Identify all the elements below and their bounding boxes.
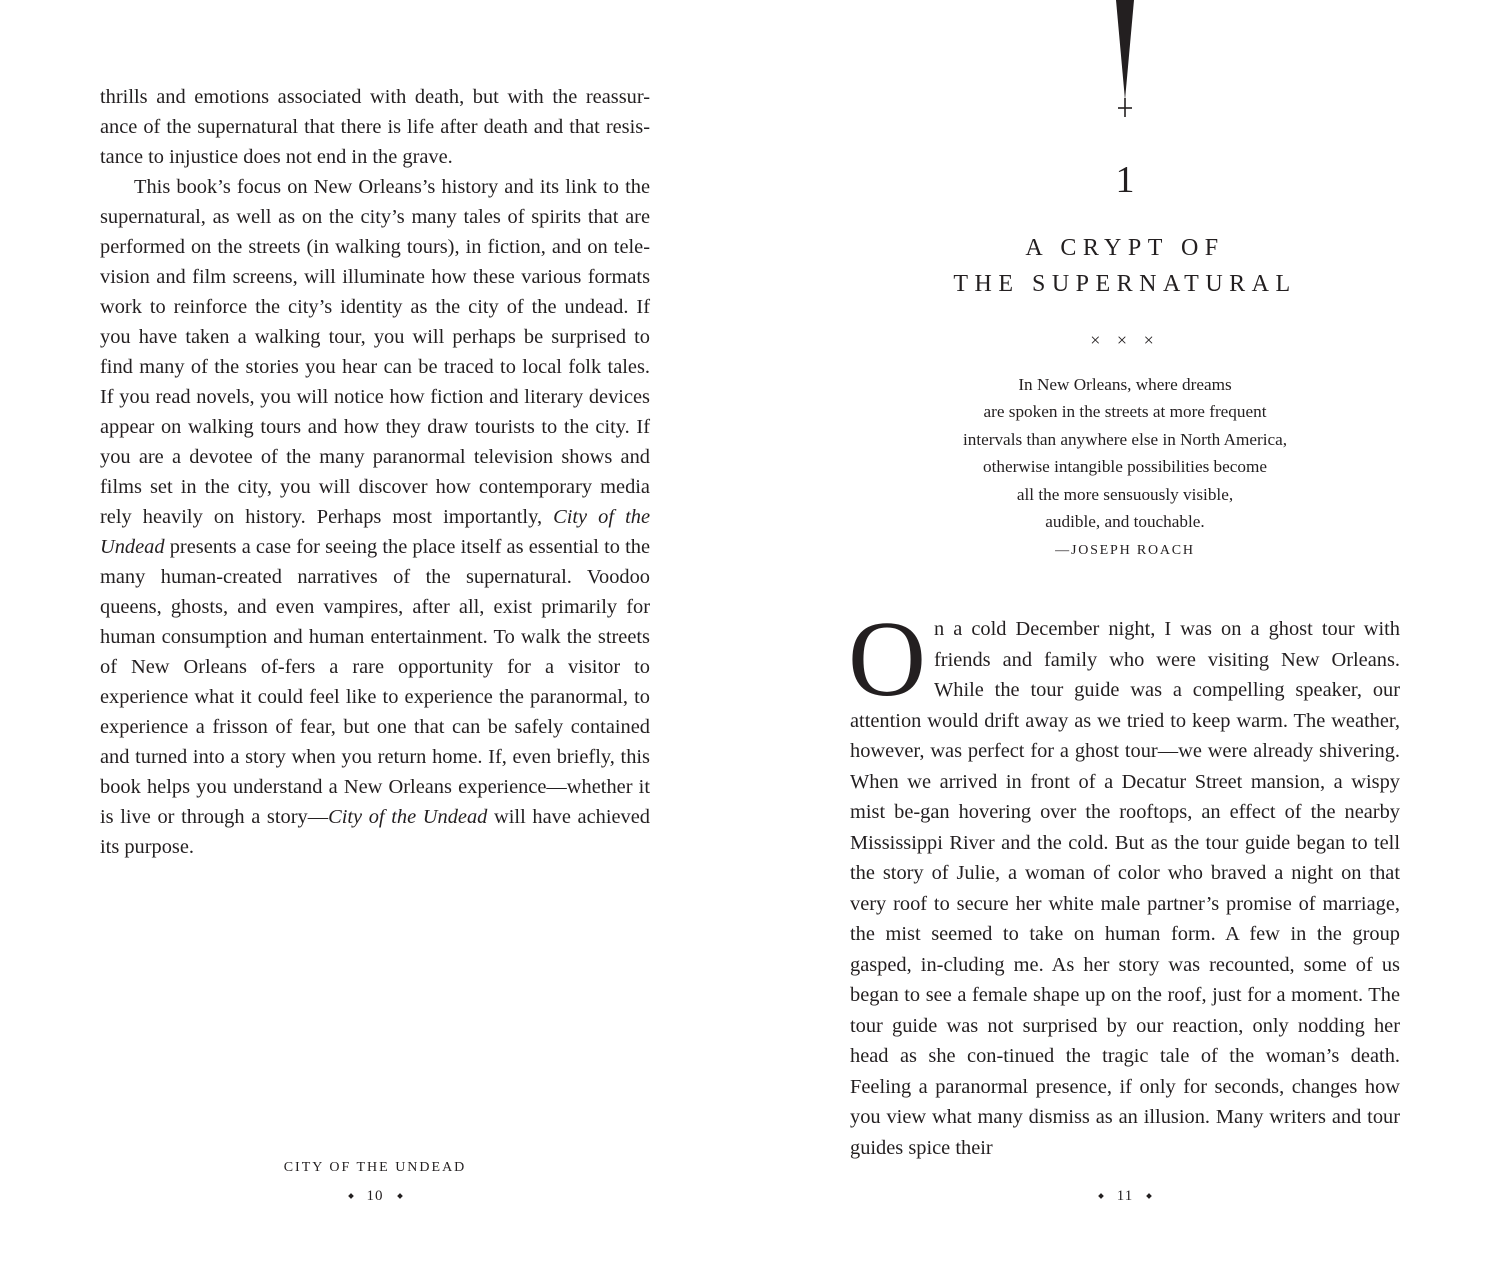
- running-head: CITY OF THE UNDEAD: [283, 1160, 467, 1175]
- epigraph-attribution: —JOSEPH ROACH: [1055, 543, 1195, 558]
- epigraph: [900, 371, 1350, 535]
- text-run: thrills and emotions associated with death, but with the reassur-ance of the supernatural that there is life after death and that resis-tance to injustice does not end in the grave.: [100, 86, 650, 168]
- right-page: [750, 0, 1500, 1275]
- body-paragraph: [100, 172, 650, 862]
- epigraph-line: intervals than anywhere else in North America,: [962, 429, 1288, 449]
- right-page-folio: [750, 1188, 1500, 1205]
- section-separator: × × ×: [1090, 330, 1160, 350]
- diamond-bullet-icon: [397, 1193, 403, 1199]
- right-page-number: 11: [1116, 1188, 1134, 1204]
- text-run: presents a case for seeing the place itself as essential to the many human-created narratives of the supernatural. Voodoo queens, ghosts, and even vampires, after all, exist primarily for human consumption and human entertainment. To walk the streets of New Orleans of-fers a rare opportunity for a visitor to experience what it could feel like to experience the paranormal, to experience a frisson of fear, but one that can be safely contained and turned into a story when you return home. If, even briefly, this book helps you understand a New Orleans experience—whether it is live or through a story—: [100, 536, 650, 828]
- body-paragraph: [100, 82, 650, 172]
- left-page-folio: [0, 1188, 750, 1205]
- book-title-italic: City of the Undead: [100, 506, 650, 558]
- body-paragraph: n a cold December night, I was on a ghost tour with friends and family who were visiting New Orleans. While the tour guide was a compelling speaker, our attention would drift away as we tried to keep warm. The weather, however, was perfect for a ghost tour—we were already shivering. When we arrived in front of a Decatur Street mansion, a wispy mist be-gan hovering over the rooftops, an effect of the nearby Mississippi River and the cold. But as the tour guide began to tell the story of Julie, a woman of color who braved a night on that very roof to secure her white male partner’s promise of marriage, the mist seemed to take on human form. A few in the group gasped, in-cluding me. As her story was recounted, some of us began to see a female shape up on the roof, just for a moment. The tour guide was not surprised by our reaction, only nodding her head as she con-tinued the tragic tale of the woman’s death. Feeling a paranormal presence, if only for seconds, changes how you view what many dismiss as an illusion. Many writers and tour guides spice their: [850, 618, 1400, 1159]
- epigraph-line: audible, and touchable.: [1045, 512, 1205, 532]
- inverted-spike-cross-icon: [1108, 0, 1142, 120]
- chapter-title: [750, 230, 1500, 302]
- left-page-body-text: [100, 82, 650, 862]
- chapter-title-line: THE SUPERNATURAL: [953, 271, 1297, 297]
- epigraph-line: In New Orleans, where dreams: [1018, 375, 1232, 394]
- epigraph-line: otherwise intangible possibilities become: [982, 457, 1267, 477]
- left-page-number: 10: [366, 1188, 384, 1204]
- text-run: will have achieved its purpose.: [100, 806, 650, 858]
- text-run: This book’s focus on New Orleans’s history and its link to the supernatural, as well as on the city’s many tales of spirits that are performed on the streets (in walking tours), in fiction, and on tele-vision and film screens, will illuminate how these various formats work to reinforce the city’s identity as the city of the undead. If you have taken a walking tour, you will perhaps be surprised to find many of the stories you hear can be traced to local folk tales. If you read novels, you will notice how fiction and literary devices appear on walking tours and how they draw tourists to the city. If you are a devotee of the many paranormal television shows and films set in the city, you will discover how contemporary media rely heavily on history. Perhaps most importantly,: [100, 176, 650, 528]
- drop-cap: O: [848, 600, 926, 719]
- diamond-bullet-icon: [348, 1193, 354, 1199]
- chapter-number: 1: [1115, 159, 1135, 201]
- epigraph-line: all the more sensuously visible,: [1016, 484, 1234, 504]
- book-title-italic: City of the Undead: [328, 806, 488, 828]
- chapter-title-line: A CRYPT OF: [1025, 235, 1225, 261]
- right-page-body-text: [848, 600, 1400, 1163]
- epigraph-line: are spoken in the streets at more frequent: [983, 402, 1267, 422]
- diamond-bullet-icon: [1146, 1193, 1152, 1199]
- diamond-bullet-icon: [1098, 1193, 1104, 1199]
